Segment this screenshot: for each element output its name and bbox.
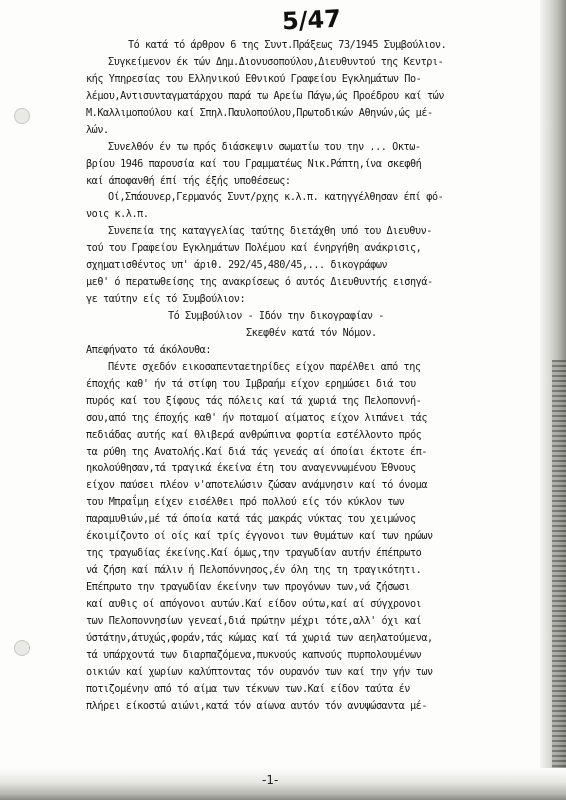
text-line: Συνεπεία της καταγγελίας ταύτης διετάχθη υπό του Διευθυν- — [108, 226, 432, 238]
text-line: μεθ' ό περατωθείσης της ανακρίσεως ό αυτός Διευθυντής εισηγά- — [86, 277, 433, 289]
punch-hole — [14, 640, 30, 656]
text-line: έποχής καθ' ήν τά στίφη του Ιμβραήμ είχον ερημώσει διά του — [86, 378, 416, 390]
text-line: νά ζήση καί πάλιν ή Πελοπόννησος,έν όλη της τη τραγικότητι. — [86, 565, 422, 577]
decision-heading: Απεφήνατο τά άκόλουθα: — [86, 344, 212, 356]
text-line: κής Υπηρεσίας του Ελληνικού Εθνικού Γραφείου Εγκλημάτων Πο- — [86, 73, 422, 85]
text-line: σχηματισθέντος υπ' άριθ. 292/45,480/45,... δικογράφων — [86, 260, 388, 272]
page-number: -1- — [262, 773, 279, 787]
page-bottom-shadow — [0, 768, 566, 800]
text-line: Οί,Σπάουνερ,Γερμανός Συντ/ρχης κ.λ.π. κατηγγέλθησαν έπί φό- — [108, 192, 444, 204]
council-heading: Τό Συμβούλιον - Ιδόν την δικογραφίαν - — [168, 311, 384, 322]
text-line: Συνελθόν έν τω πρός διάσκεψιν σωματίω του την ... Οκτω- — [108, 141, 421, 153]
text-line: βρίου 1946 παρουσία καί του Γραμματέως Νικ.Ράπτη,ίνα σκεφθή — [86, 158, 422, 170]
text-line: του Μπραΐμη είχεν εισέλθει πρό πολλού είς τόν κύκλον των — [86, 497, 405, 509]
text-line: σου,από της έποχής καθ' ήν ποταμοί αίματος είχον λιπάνει τάς — [86, 412, 428, 424]
text-line: είχον παύσει πλέον ν'αποτελώσιν ζώσαν ανάμνησιν καί τό όνομα — [86, 480, 428, 492]
text-line: πεδιάδας αυτής καί θλιβερά ανθρώπινα φορτία εστέλλοντο πρός — [86, 429, 422, 441]
text-line: λών. — [86, 124, 109, 136]
handwritten-folio-number: 5/47 — [281, 4, 342, 36]
text-line: πλήρει είκοστώ αιώνι,κατά τόν αίωνα αυτόν τόν ανυψώσαντα μέ- — [86, 700, 428, 712]
text-line — [86, 716, 536, 733]
text-line: τού του Γραφείου Εγκλημάτων Πολέμου καί ένηργήθη ανάκρισις, — [86, 243, 422, 255]
text-line: ποτιζομένην από τό αίμα των τέκνων των.Καί είδον ταύτα έν — [86, 683, 410, 695]
text-line: Μ.Καλλιμοπούλου καί Σπηλ.Παυλοπούλου,Πρωτοδικών Αθηνών,ώς μέ- — [86, 107, 433, 119]
council-subheading: Σκεφθέν κατά τόν Νόμον. — [246, 327, 377, 339]
text-line: έκοιμίζοντο οί οίς καί τρίς έγγονοι των θυμάτων καί των ηρώων — [86, 531, 433, 543]
text-line: παραμυθιών,μέ τά όποία κατά τάς μακράς νύκτας του χειμώνος — [86, 514, 416, 526]
text-line: Συγκείμενον έκ τών Δημ.Διονυσοπούλου,Διευθυντού της Κεντρι- — [108, 56, 444, 68]
text-line: της τραγωδίας έκείνης.Καί όμως,την τραγωδίαν αυτήν έπέπρωτο — [86, 548, 422, 560]
text-line: πυρός καί του ξίφους τάς πόλεις καί τά χωριά της Πελοποννή- — [86, 395, 422, 407]
document-body — [86, 38, 536, 732]
text-line: ηκολούθησαν,τά τραγικά έκείνα έτη του αναγεννωμένου Έθνους — [86, 463, 416, 475]
text-line: νοις κ.λ.π. — [86, 209, 149, 221]
stacked-pages-edge — [552, 360, 566, 800]
text-line: οικιών καί χωρίων καλύπτοντας τόν ουρανόν των καί την γήν των — [86, 666, 433, 678]
text-line: ύστάτην,άτυχώς,φοράν,τάς κώμας καί τά χωριά των αεηλατούμενα, — [86, 632, 433, 644]
punch-hole — [14, 108, 30, 124]
text-line: τα ρύθη της Ανατολής.Καί διά τάς γενεάς αί όποίαι έκτοτε έπ- — [86, 446, 428, 458]
text-line: γε ταύτην είς τό Συμβούλιον: — [86, 294, 246, 306]
heading-line: Τό κατά τό άρθρον 6 της Συντ.Πράξεως 73/1945 Συμβούλιον. — [128, 40, 447, 51]
text-line: τά υπάρχοντά των διαρπαζόμενα,πυκνούς καπνούς πυρπολουμένων — [86, 649, 422, 661]
text-line: λέμου,Αντισυνταγματάρχου παρά τω Αρείω Πάγω,ώς Προέδρου καί τών — [86, 90, 445, 102]
text-line: καί άποφανθή έπί τής έξής υποθέσεως: — [86, 175, 291, 187]
text-line: Επέπρωτο την τραγωδίαν έκείνην των προγόνων των,νά ζήσωσι — [86, 582, 410, 593]
text-line: των Πελοποννησίων γενεαί,διά πρώτην μέχρι τότε,αλλ' όχι καί — [86, 615, 422, 627]
text-line: καί αυθις οί απόγονοι αυτών.Καί είδον ούτω,καί αί σύγχρονοι — [86, 598, 422, 610]
text-line: Πέντε σχεδόν εικοσαπενταετηρίδες είχον παρέλθει από της — [108, 361, 421, 373]
